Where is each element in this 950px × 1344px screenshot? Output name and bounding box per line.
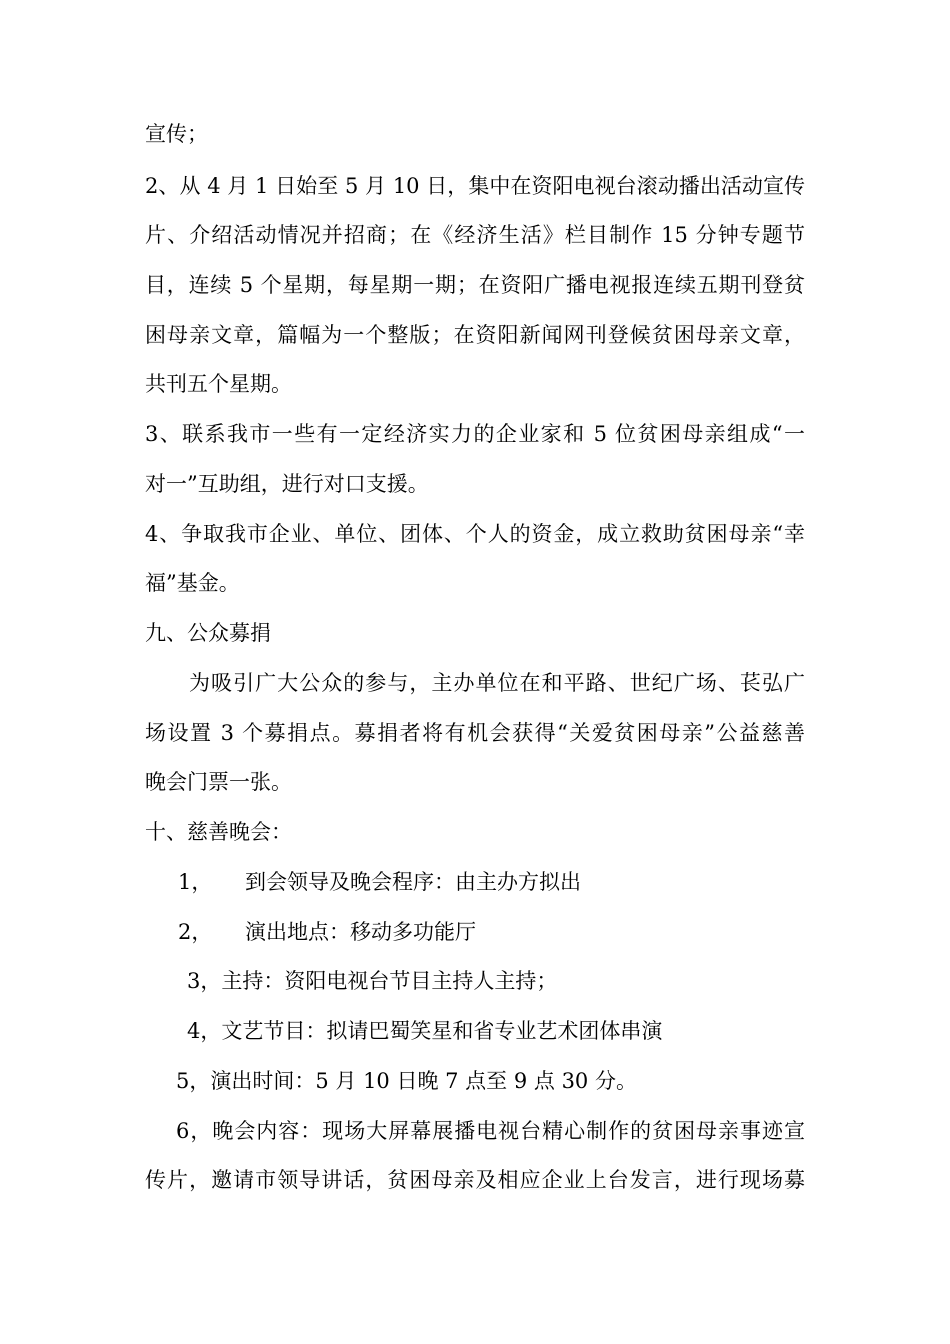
- section-heading: 九、公众募捐: [145, 621, 271, 645]
- text-line: 为吸引广大公众的参与，主办单位在和平路、世纪广场、苌弘广: [189, 671, 805, 695]
- list-number: 1，: [178, 870, 213, 894]
- text-line: 困母亲文章，篇幅为一个整版；在资阳新闻网刊登候贫困母亲文章，: [145, 323, 805, 347]
- text-line: 6，晚会内容：现场大屏幕展播电视台精心制作的贫困母亲事迹宣: [176, 1119, 805, 1143]
- text-line: 场设置 3 个募捐点。募捐者将有机会获得“关爱贫困母亲”公益慈善: [145, 721, 805, 745]
- text-line: 传片，邀请市领导讲话，贫困母亲及相应企业上台发言，进行现场募: [145, 1168, 805, 1192]
- text-line: 3，主持：资阳电视台节目主持人主持；: [187, 969, 558, 993]
- text-line: 2、从 4 月 1 日始至 5 月 10 日，集中在资阳电视台滚动播出活动宣传: [145, 174, 805, 198]
- text-line: 3、联系我市一些有一定经济实力的企业家和 5 位贫困母亲组成“一: [145, 422, 805, 446]
- section-heading: 十、慈善晚会：: [145, 820, 292, 844]
- text-line: 5，演出时间：5 月 10 日晚 7 点至 9 点 30 分。: [176, 1069, 637, 1093]
- text-line: 到会领导及晚会程序：由主办方拟出: [245, 870, 581, 894]
- list-number: 2，: [178, 920, 213, 944]
- text-line: 4，文艺节目：拟请巴蜀笑星和省专业艺术团体串演: [187, 1019, 663, 1043]
- text-line: 目，连续 5 个星期，每星期一期；在资阳广播电视报连续五期刊登贫: [145, 273, 805, 297]
- text-line: 4、争取我市企业、单位、团体、个人的资金，成立救助贫困母亲“幸: [145, 522, 805, 546]
- text-line: 宣传；: [145, 122, 208, 146]
- text-line: 晚会门票一张。: [145, 770, 292, 794]
- text-line: 对一”互助组，进行对口支援。: [145, 472, 429, 496]
- text-line: 演出地点：移动多功能厅: [245, 920, 476, 944]
- text-line: 福”基金。: [145, 571, 240, 595]
- text-line: 片、介绍活动情况并招商；在《经济生活》栏目制作 15 分钟专题节: [145, 223, 805, 247]
- text-line: 共刊五个星期。: [145, 372, 292, 396]
